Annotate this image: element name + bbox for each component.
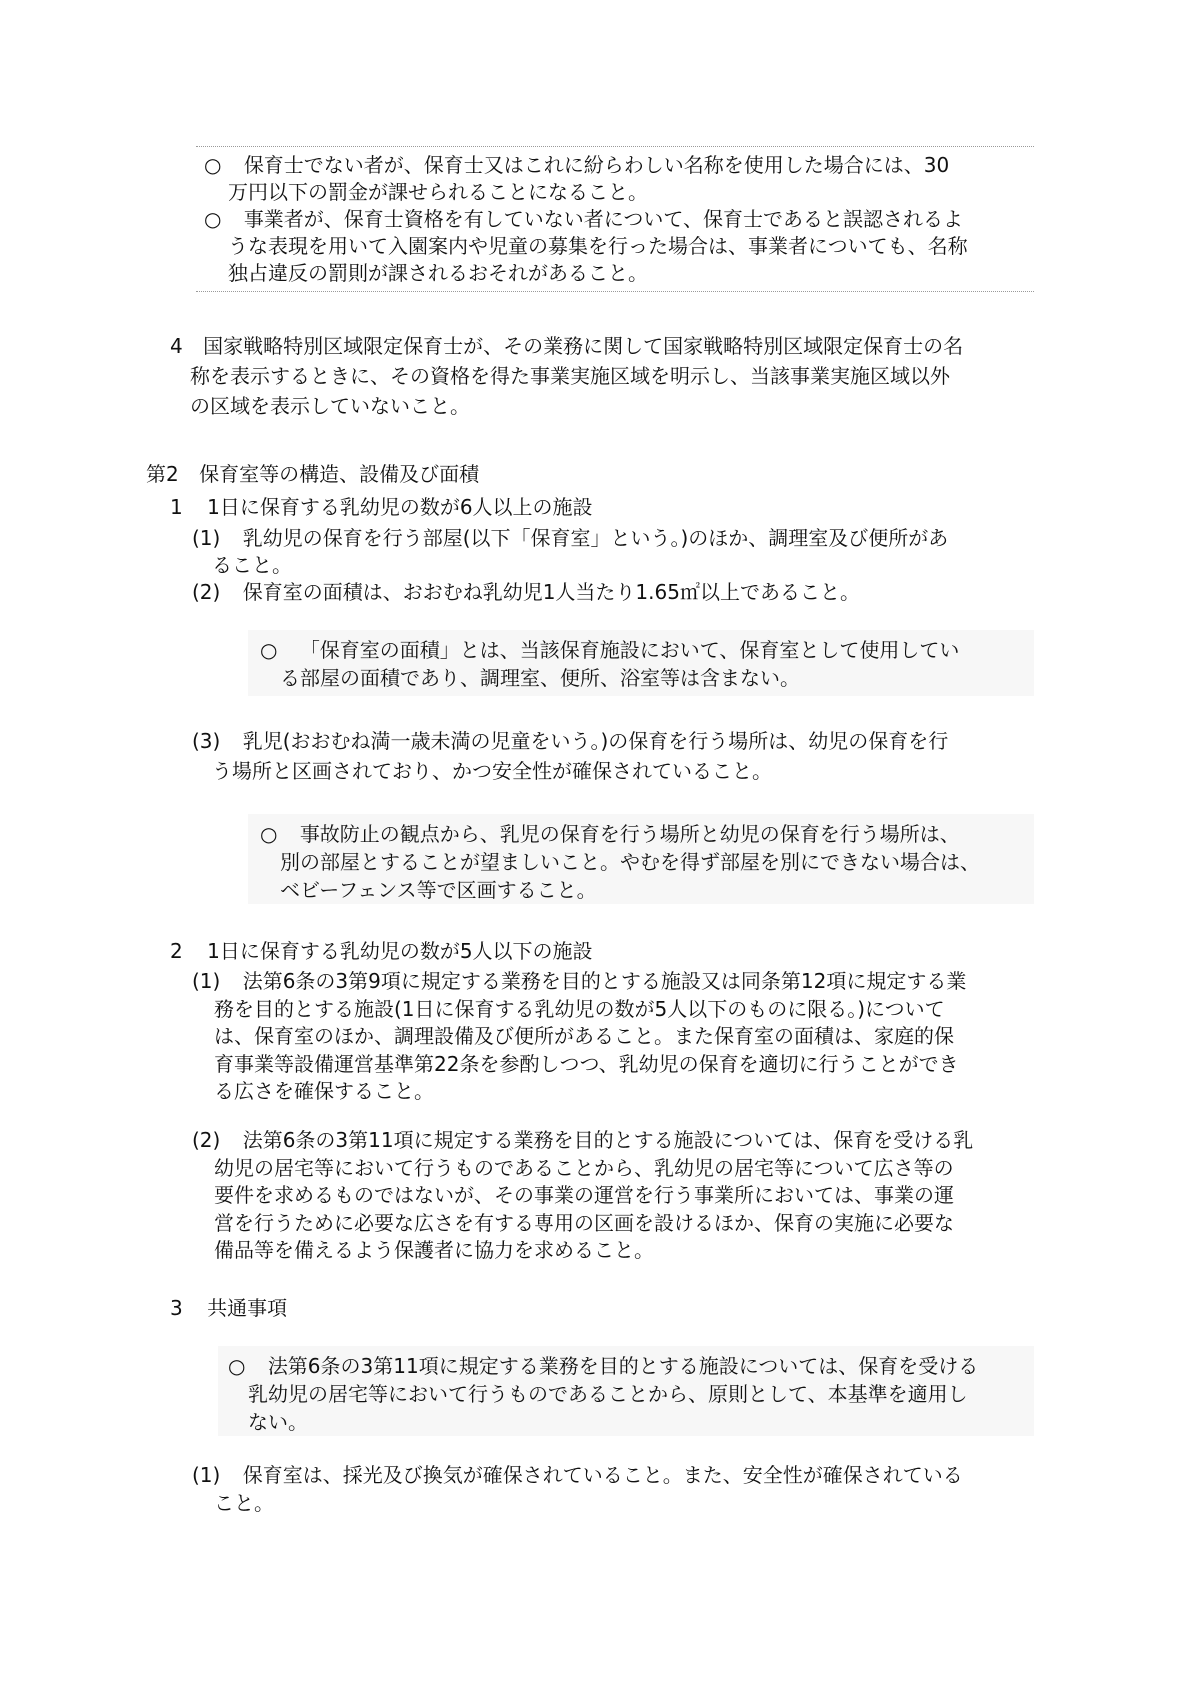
paragraph-item bbox=[192, 525, 948, 579]
section-number: 第2 bbox=[146, 462, 179, 486]
note-text: 法第6条の3第11項に規定する業務を目的とする施設については、保育を受ける bbox=[267, 1354, 979, 1378]
subsection-number: 3 bbox=[170, 1296, 183, 1320]
paragraph-text: る広さを確保すること。 bbox=[214, 1079, 434, 1103]
item-text: の区域を表示していないこと。 bbox=[190, 394, 470, 418]
note-text: 乳幼児の居宅等において行うものであることから、原則として、本基準を適用し bbox=[248, 1382, 968, 1406]
paragraph-text: ること。 bbox=[212, 553, 292, 577]
paragraph-text: 務を目的とする施設(1日に保育する乳幼児の数が5人以下のものに限る。)について bbox=[214, 996, 945, 1021]
section-heading bbox=[146, 460, 479, 488]
note-penalty-item bbox=[204, 152, 949, 206]
paragraph-text: 幼児の居宅等において行うものであることから、乳幼児の居宅等について広さ等の bbox=[214, 1155, 954, 1180]
paragraph-item bbox=[192, 726, 948, 786]
paragraph-number: (2) bbox=[192, 580, 221, 604]
circle-bullet-icon: ○ bbox=[260, 638, 278, 662]
subsection-text: 1日に保育する乳幼児の数が5人以下の施設 bbox=[207, 939, 593, 963]
note-text: 別の部屋とすることが望ましいこと。やむを得ず部屋を別にできない場合は、 bbox=[280, 850, 980, 874]
paragraph-text: 要件を求めるものではないが、その事業の運営を行う事業所においては、事業の運 bbox=[214, 1183, 954, 1207]
paragraph-number: (1) bbox=[192, 1463, 221, 1487]
circle-bullet-icon: ○ bbox=[204, 153, 222, 177]
paragraph-item bbox=[192, 1461, 963, 1517]
note-home-visit bbox=[228, 1352, 978, 1436]
paragraph-number: (1) bbox=[192, 526, 221, 550]
item-number: 4 bbox=[170, 334, 183, 358]
paragraph-text: 営を行うために必要な広さを有する専用の区画を設けるほか、保育の実施に必要な bbox=[214, 1210, 954, 1235]
note-text: ない。 bbox=[248, 1410, 308, 1434]
subsection-title bbox=[170, 493, 593, 521]
note-text: うな表現を用いて入園案内や児童の募集を行った場合は、事業者についても、名称 bbox=[228, 234, 968, 258]
circle-bullet-icon: ○ bbox=[228, 1354, 246, 1378]
note-text: 保育士でない者が、保育士又はこれに紛らわしい名称を使用した場合には、30 bbox=[243, 153, 950, 177]
item-text: 称を表示するときに、その資格を得た事業実施区域を明示し、当該事業実施区域以外 bbox=[190, 364, 950, 388]
paragraph-number: (2) bbox=[192, 1128, 221, 1152]
subsection-title bbox=[170, 937, 593, 965]
note-misrepresentation-item bbox=[204, 206, 968, 287]
subsection-number: 2 bbox=[170, 939, 183, 963]
paragraph-text: 保育室の面積は、おおむね乳幼児1人当たり1.65㎡以上であること。 bbox=[242, 580, 860, 604]
paragraph-text: う場所と区画されており、かつ安全性が確保されていること。 bbox=[212, 759, 772, 783]
paragraph-text: 乳幼児の保育を行う部屋(以下「保育室」という。)のほか、調理室及び便所があ bbox=[242, 526, 949, 550]
subsection-title bbox=[170, 1294, 287, 1322]
paragraph-number: (1) bbox=[192, 969, 221, 993]
paragraph-number: (3) bbox=[192, 729, 221, 753]
subsection-text: 1日に保育する乳幼児の数が6人以上の施設 bbox=[207, 495, 593, 519]
paragraph-text: 育事業等設備運営基準第22条を参酌しつつ、乳幼児の保育を適切に行うことができ bbox=[214, 1051, 959, 1076]
note-text: ベビーフェンス等で区画すること。 bbox=[280, 878, 597, 902]
paragraph-text: 保育室は、採光及び換気が確保されていること。また、安全性が確保されている bbox=[242, 1463, 963, 1487]
note-text: 万円以下の罰金が課せられることになること。 bbox=[228, 180, 648, 204]
paragraph-item bbox=[192, 968, 966, 1106]
paragraph-text: 乳児(おおむね満一歳未満の児童をいう。)の保育を行う場所は、幼児の保育を行 bbox=[242, 729, 949, 753]
note-text: 事故防止の観点から、乳児の保育を行う場所と幼児の保育を行う場所は、 bbox=[299, 822, 960, 846]
paragraph-text: 備品等を備えるよう保護者に協力を求めること。 bbox=[214, 1238, 654, 1262]
note-text: 「保育室の面積」とは、当該保育施設において、保育室として使用してい bbox=[299, 638, 960, 662]
note-text: る部屋の面積であり、調理室、便所、浴室等は含まない。 bbox=[280, 666, 800, 690]
paragraph-text: 法第6条の3第9項に規定する業務を目的とする施設又は同条第12項に規定する業 bbox=[242, 969, 967, 993]
paragraph-text: 法第6条の3第11項に規定する業務を目的とする施設については、保育を受ける乳 bbox=[242, 1128, 974, 1152]
item-text: 国家戦略特別区域限定保育士が、その業務に関して国家戦略特別区域限定保育士の名 bbox=[203, 334, 964, 358]
note-text: 事業者が、保育士資格を有していない者について、保育士であると誤認されるよ bbox=[243, 207, 964, 231]
note-accident-prevention bbox=[260, 820, 980, 904]
circle-bullet-icon: ○ bbox=[204, 207, 222, 231]
subsection-number: 1 bbox=[170, 495, 183, 519]
note-text: 独占違反の罰則が課されるおそれがあること。 bbox=[228, 261, 648, 285]
circle-bullet-icon: ○ bbox=[260, 822, 278, 846]
section-title: 保育室等の構造、設備及び面積 bbox=[199, 462, 480, 486]
note-room-area bbox=[260, 636, 959, 692]
item-4 bbox=[170, 331, 963, 421]
paragraph-text: こと。 bbox=[214, 1491, 274, 1515]
paragraph-text: は、保育室のほか、調理設備及び便所があること。また保育室の面積は、家庭的保 bbox=[214, 1024, 954, 1048]
paragraph-item bbox=[192, 579, 860, 606]
paragraph-item bbox=[192, 1127, 973, 1265]
subsection-text: 共通事項 bbox=[207, 1296, 288, 1320]
